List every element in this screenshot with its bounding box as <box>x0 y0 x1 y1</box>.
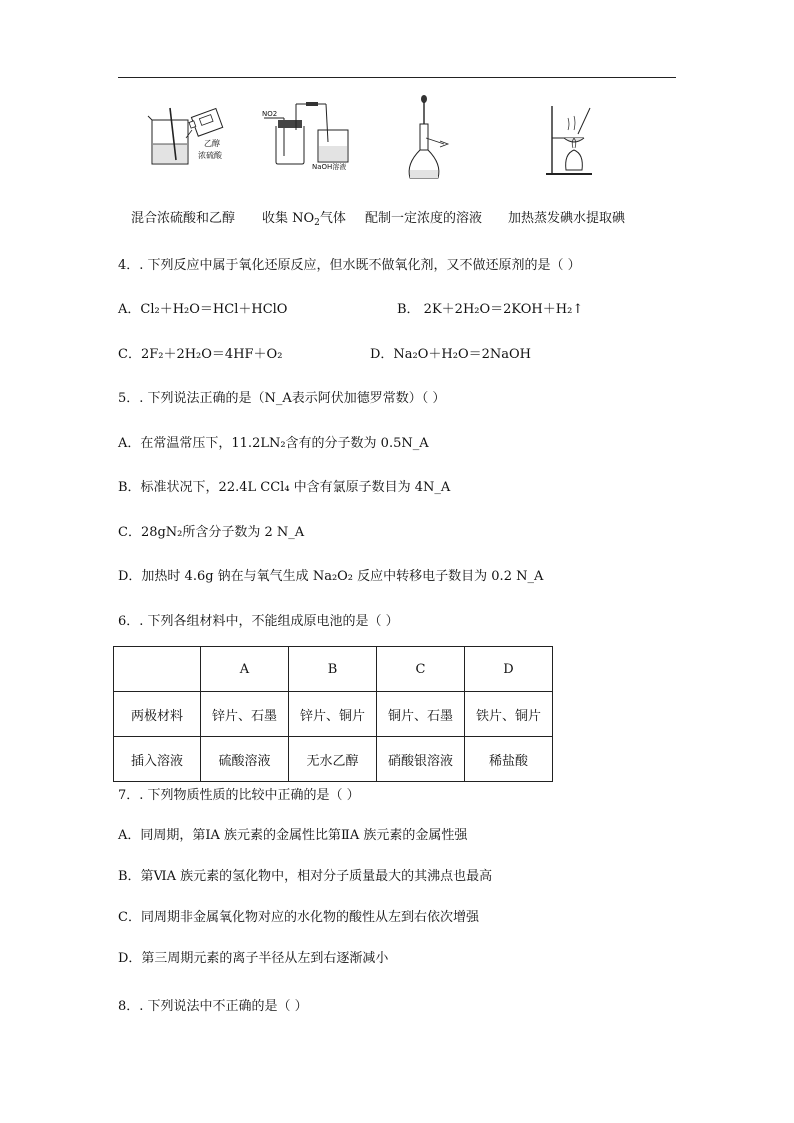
volumetric-flask-illustration <box>404 94 454 186</box>
question-7-option-d: D．第三周期元素的离子半径从左到右逐渐减小 <box>118 951 389 966</box>
figure-mixing-acid-ethanol <box>146 104 230 166</box>
question-5-option-b: B．标准状况下，22.4L CCl₄ 中含有氯原子数目为 4N_A <box>118 480 451 495</box>
caption-evaporate-iodine: 加热蒸发碘水提取碘 <box>508 211 626 226</box>
question-6-table <box>113 646 553 782</box>
table-header-cell: C <box>377 647 465 692</box>
figure-volumetric-flask <box>404 94 454 186</box>
label-no2: NO2 <box>262 110 278 118</box>
question-5-option-a: A．在常温常压下，11.2LN₂含有的分子数为 0.5N_A <box>118 436 429 451</box>
table-cell: 铁片、铜片 <box>465 692 553 737</box>
question-7-stem: 7．. 下列物质性质的比较中正确的是（ ） <box>118 788 360 803</box>
question-5-option-d: D．加热时 4.6g 钠在与氧气生成 Na₂O₂ 反应中转移电子数目为 0.2 N_A <box>118 569 544 584</box>
question-7-option-c: C．同周期非金属氧化物对应的水化物的酸性从左到右依次增强 <box>118 910 479 925</box>
table-header-cell: B <box>289 647 377 692</box>
label-conc-sulfuric-acid: 浓硫酸 <box>198 151 222 160</box>
question-6-stem: 6．. 下列各组材料中，不能组成原电池的是（ ） <box>118 614 399 629</box>
table-cell: 硝酸银溶液 <box>377 737 465 782</box>
table-row <box>114 737 553 782</box>
table-cell: 锌片、铜片 <box>289 692 377 737</box>
table-header-row <box>114 647 553 692</box>
header-rule <box>118 77 676 78</box>
caption-mixing-acid-ethanol: 混合浓硫酸和乙醇 <box>131 211 236 226</box>
table-cell: 无水乙醇 <box>289 737 377 782</box>
label-naoh-solution: NaOH溶液 <box>312 163 347 171</box>
table-cell: 铜片、石墨 <box>377 692 465 737</box>
question-5-stem: 5．. 下列说法正确的是（N_A表示阿伏加德罗常数）（ ） <box>118 391 446 406</box>
question-4-option-b: B． 2K＋2H₂O＝2KOH＋H₂↑ <box>397 302 584 317</box>
evaporating-dish-illustration <box>546 104 596 176</box>
question-5-option-c: C．28gN₂所含分子数为 2 N_A <box>118 525 305 540</box>
table-cell: 锌片、石墨 <box>201 692 289 737</box>
question-7-option-a: A．同周期，第ⅠA 族元素的金属性比第ⅡA 族元素的金属性强 <box>118 828 468 843</box>
question-8-stem: 8．. 下列说法中不正确的是（ ） <box>118 999 308 1014</box>
table-header-cell: A <box>201 647 289 692</box>
table-row <box>114 692 553 737</box>
table-cell: 插入溶液 <box>114 737 201 782</box>
table-cell: 硫酸溶液 <box>201 737 289 782</box>
caption-prepare-solution: 配制一定浓度的溶液 <box>365 211 483 226</box>
table-cell: 稀盐酸 <box>465 737 553 782</box>
question-4-stem: 4．. 下列反应中属于氧化还原反应，但水既不做氧化剂，又不做还原剂的是（ ） <box>118 258 581 273</box>
table-cell: 两极材料 <box>114 692 201 737</box>
caption-collect-no2: 收集 $NO_2$气体 <box>262 211 346 228</box>
question-4-option-c: C．2F₂＋2H₂O＝4HF＋O₂ <box>118 347 283 362</box>
question-4-option-d: D．Na₂O＋H₂O＝2NaOH <box>370 347 532 362</box>
table-header-cell <box>114 647 201 692</box>
table-header-cell: D <box>465 647 553 692</box>
figure-collect-no2 <box>262 100 352 170</box>
figure-heating-evaporation <box>546 104 596 176</box>
label-ethanol: 乙醇 <box>204 139 220 148</box>
question-4-option-a: A．Cl₂＋H₂O＝HCl＋HClO <box>118 302 288 317</box>
question-7-option-b: B．第ⅥA 族元素的氢化物中，相对分子质量最大的其沸点也最高 <box>118 869 493 884</box>
